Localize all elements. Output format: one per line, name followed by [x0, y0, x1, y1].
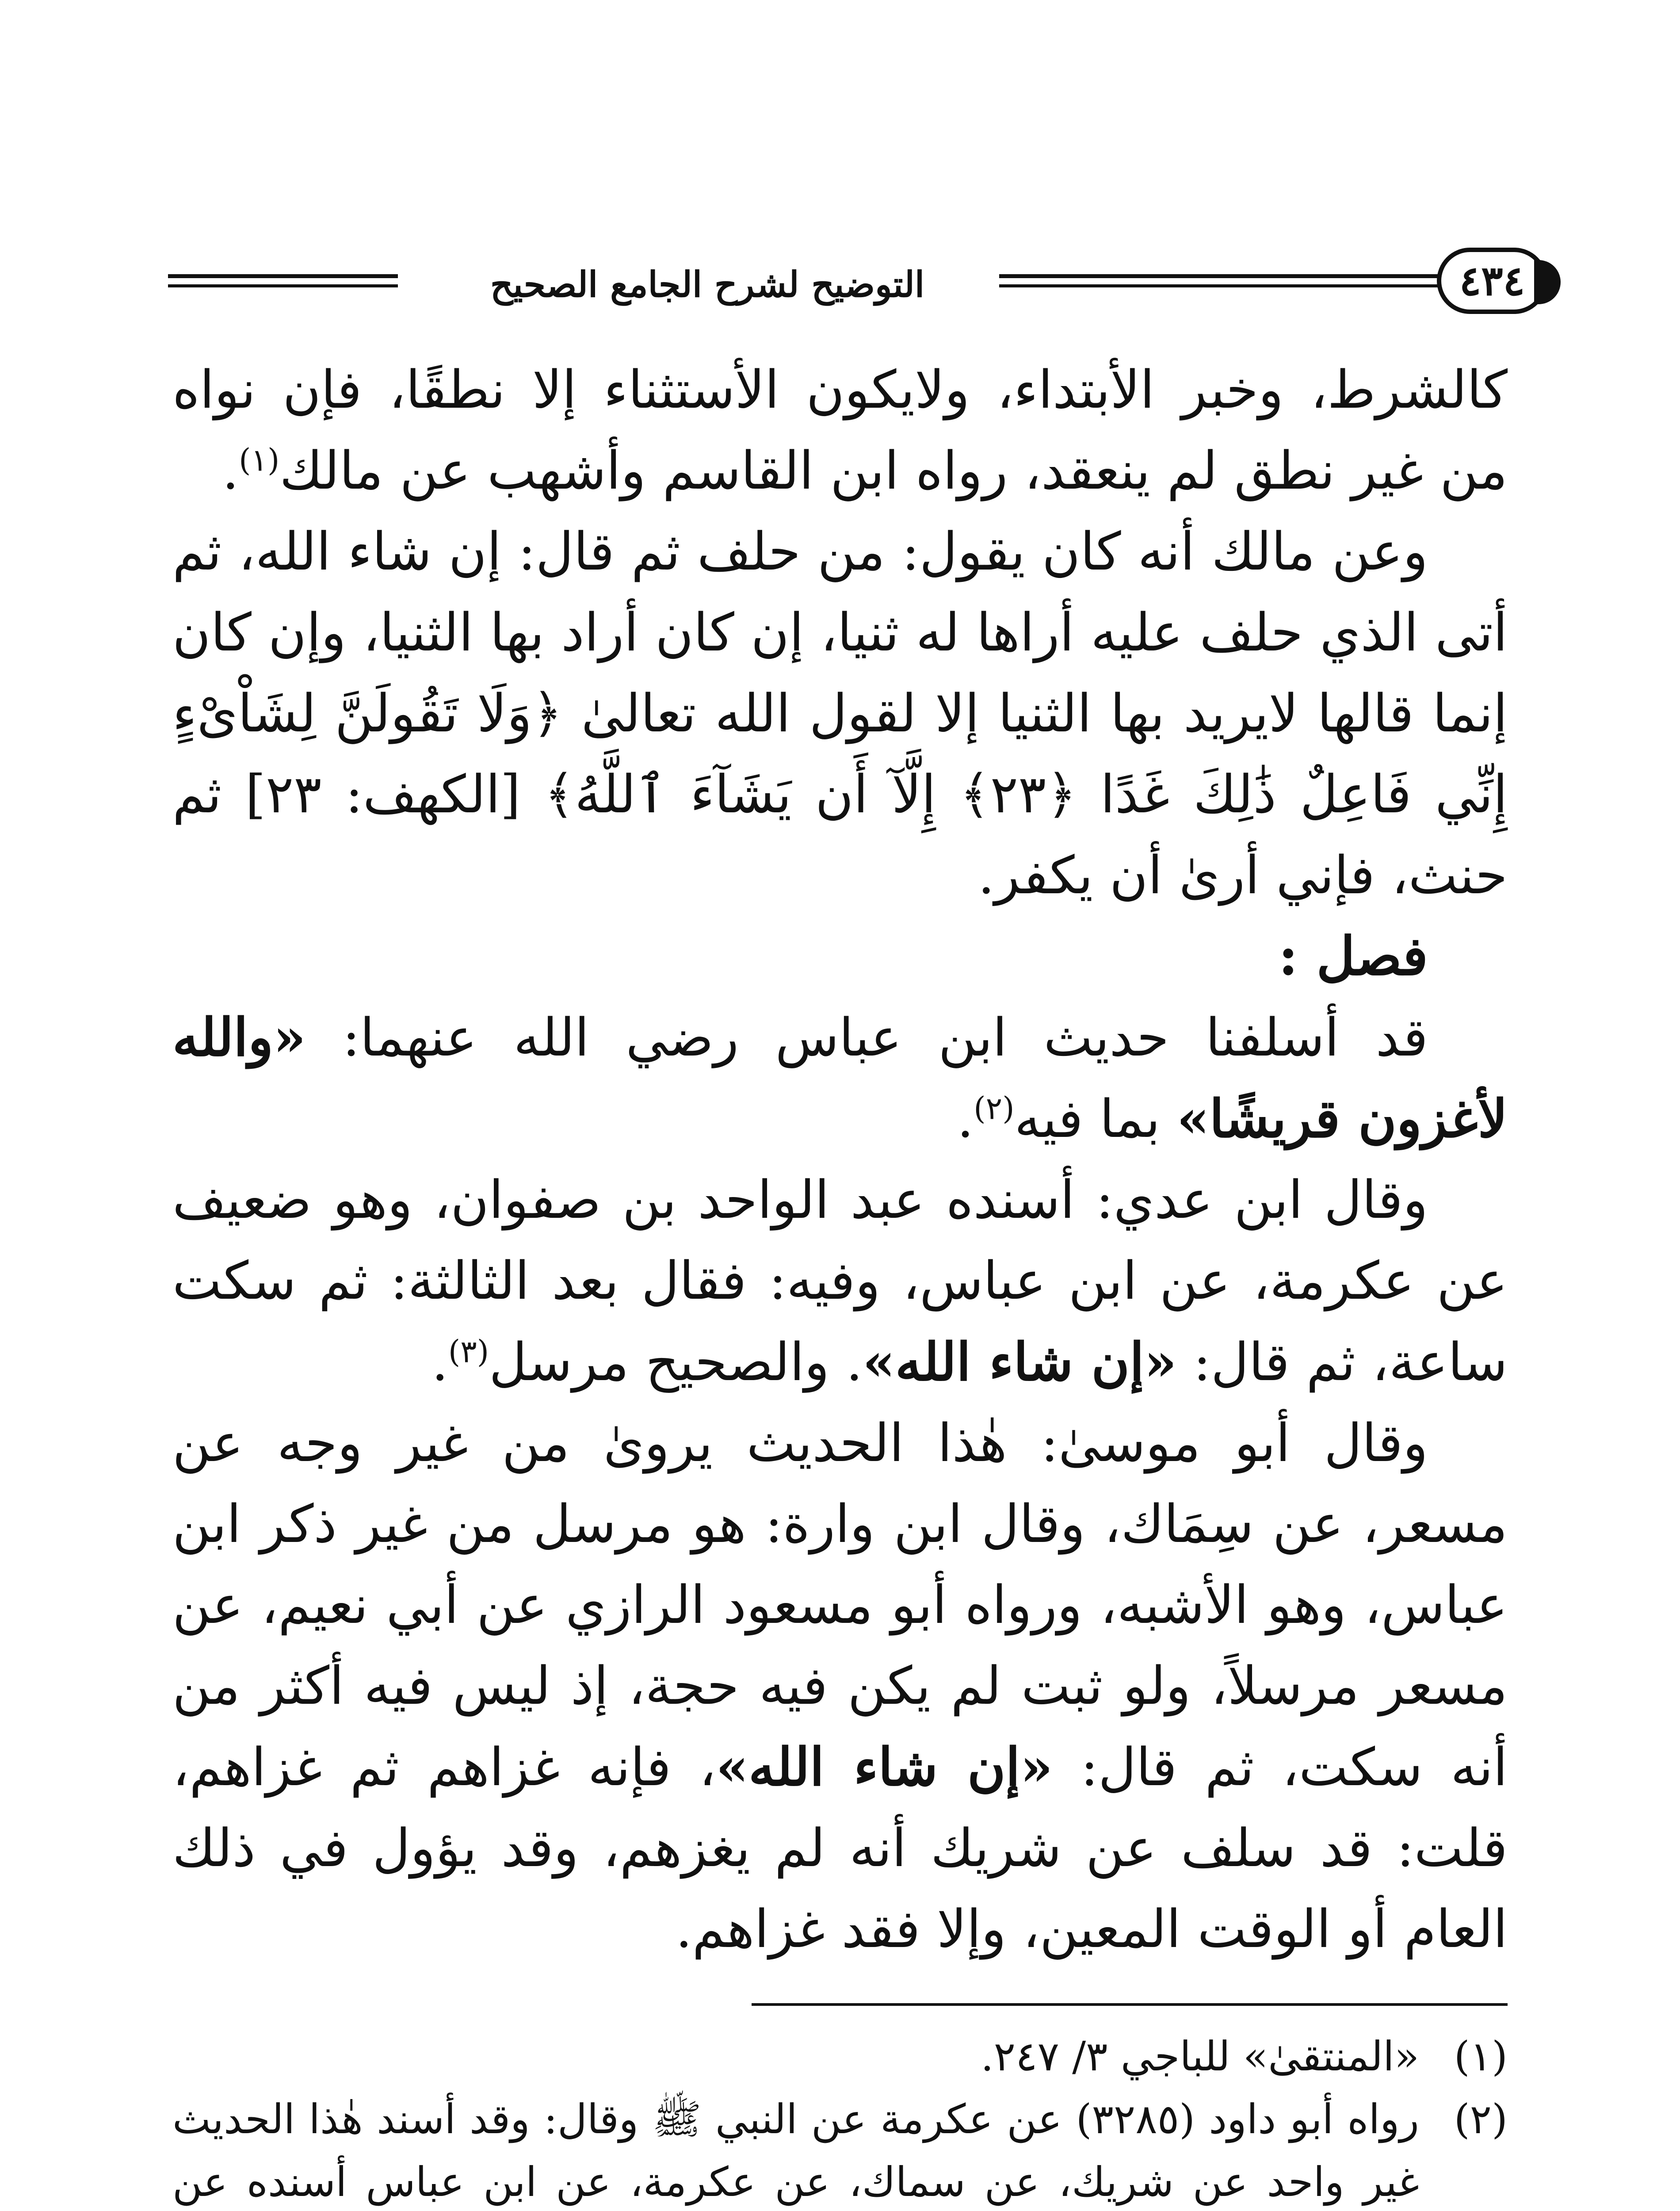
footnote-text: رواه أبو داود (٣٢٨٥) عن عكرمة عن النبي ﷺ وقال: وقد أسند هٰذا الحديث غير واحد عن شريك، عن سماك، عن عكرمة، عن ابن عباس أسنده عن	[172, 2096, 1419, 2206]
paragraph-5-text: وقال أبو موسىٰ: هٰذا الحديث يروىٰ من غير وجه عن مسعر، عن سِمَاك، وقال ابن وارة: هو مرسل من غير ذكر ابن عباس، وهو الأشبه، ورواه أبو مسعود الرازي عن أبي نعيم، عن مسعر مرسلاً، ولو ثبت لم يكن فيه حجة، إذ ليس فيه أكثر من أنه سكت، ثم قال:	[172, 1412, 1508, 1798]
footnote-divider	[752, 2003, 1508, 2006]
footnote-2	[172, 2088, 1508, 2211]
paragraph-3-tail: بما فيه	[1014, 1088, 1161, 1149]
paragraph-5-tail: ، فإنه غزاهم ثم غزاهم، قلت: قد سلف عن شريك أنه لم يغزهم، وقد يؤول في ذلك العام أو الوقت المعين، وإلا فقد غزاهم.	[172, 1737, 1508, 1959]
page-number-badge	[1437, 248, 1547, 314]
paragraph-2	[172, 511, 1508, 916]
footnote-ref-3[interactable]: (٣)	[448, 1333, 489, 1370]
running-header	[168, 248, 1525, 323]
paragraph-4	[172, 1159, 1508, 1403]
paragraph-5	[172, 1403, 1508, 1970]
page-number: ٤٣٤	[1459, 257, 1525, 305]
header-rule-middle	[999, 274, 1441, 287]
main-text	[172, 349, 1508, 1970]
footnote-1	[172, 2025, 1508, 2088]
hadith-quote: «والله لأغزون قريشًا»	[172, 1006, 1508, 1149]
paragraph-3-end: .	[957, 1088, 974, 1149]
footnote-number: (١)	[1454, 2033, 1508, 2080]
section-heading: فصل :	[1278, 925, 1428, 987]
footnote-number: (٢)	[1454, 2096, 1508, 2143]
paragraph-4-end: .	[431, 1331, 448, 1392]
header-rule-left	[168, 274, 398, 287]
paragraph-3	[172, 997, 1508, 1159]
quote-in-shaa-allah: «إن شاء الله»	[863, 1331, 1177, 1392]
paragraph-2-citation: [الكهف: ٢٣] ثم حنث، فإني أرىٰ أن يكفر.	[172, 764, 1508, 906]
footnote-ref-2[interactable]: (٢)	[974, 1090, 1015, 1127]
paragraph-1	[172, 349, 1508, 511]
paragraph-1-text: كالشرط، وخبر الأبتداء، ولايكون الأستثناء إلا نطقًا، فإن نواه من غير نطق لم ينعقد، رواه ابن القاسم وأشهب عن مالك	[172, 359, 1508, 501]
paragraph-3-text: قد أسلفنا حديث ابن عباس رضي الله عنهما:	[342, 1007, 1428, 1068]
footnote-text: «المنتقىٰ» للباجي ٣/ ٢٤٧.	[981, 2033, 1419, 2080]
quote-in-shaa-allah-2: «إن شاء الله»	[716, 1736, 1053, 1798]
paragraph-4-text: وقال ابن عدي: أسنده عبد الواحد بن صفوان، وهو ضعيف عن عكرمة، عن ابن عباس، وفيه: فقال بعد الثالثة: ثم سكت ساعة، ثم قال:	[172, 1169, 1508, 1392]
paragraph-4-tail: . والصحيح مرسل	[489, 1331, 863, 1392]
paragraph-1-end: .	[222, 440, 239, 501]
footnote-ref-1[interactable]: (١)	[239, 442, 280, 478]
footnotes	[172, 2025, 1508, 2211]
quran-quote: ﴿وَلَا تَقُولَنَّ لِشَاْىْءٍ إِنِّي فَاعِلٌ ذَٰلِكَ غَدًا ﴿٢٣﴾ إِلَّآ أَن يَشَآءَ ٱللَّهُ﴾	[172, 683, 1508, 825]
book-title: التوضيح لشرح الجامع الصحيح	[490, 264, 925, 305]
paragraph-2-text: وعن مالك أنه كان يقول: من حلف ثم قال: إن شاء الله، ثم أتى الذي حلف عليه أراها له ثنيا، إن كان أراد بها الثنيا، وإن كان إنما قالها لايريد بها الثنيا إلا لقول الله تعالىٰ	[172, 521, 1508, 744]
